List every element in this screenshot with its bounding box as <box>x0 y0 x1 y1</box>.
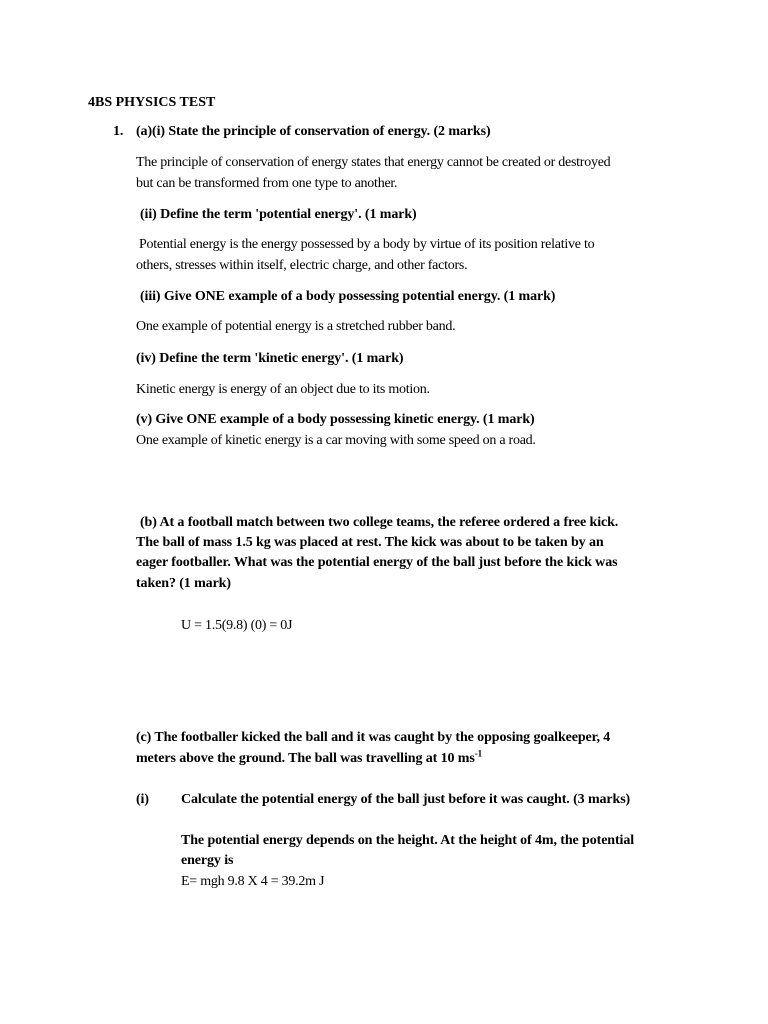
question-1a-v: (v) Give ONE example of a body possessing kinetic energy. (1 mark) <box>136 412 535 427</box>
question-1b-line-2: The ball of mass 1.5 kg was placed at rest. The kick was about to be taken by an <box>136 535 604 550</box>
answer-1a-i-line-1: The principle of conservation of energy states that energy cannot be created or destroyed <box>136 155 611 170</box>
answer-1a-iv: Kinetic energy is energy of an object due to its motion. <box>136 382 430 397</box>
answer-1a-ii-line-2: others, stresses within itself, electric charge, and other factors. <box>136 258 468 273</box>
answer-1c-i-calculation: E= mgh 9.8 X 4 = 39.2m J <box>181 874 325 889</box>
page-title: 4BS PHYSICS TEST <box>88 95 216 110</box>
answer-1a-i-line-2: but can be transformed from one type to another. <box>136 176 398 191</box>
answer-1c-i-line-1: The potential energy depends on the height. At the height of 4m, the potential <box>181 833 635 848</box>
question-1a-i: (a)(i) State the principle of conservation of energy. (2 marks) <box>136 124 491 139</box>
question-1b-line-1: (b) At a football match between two college teams, the referee ordered a free kick. <box>140 515 619 530</box>
answer-1c-i-line-2: energy is <box>181 853 234 868</box>
question-1c-text: meters above the ground. The ball was travelling at 10 ms <box>136 751 475 766</box>
answer-1b: U = 1.5(9.8) (0) = 0J <box>181 618 293 633</box>
answer-1a-iii: One example of potential energy is a stretched rubber band. <box>136 319 456 334</box>
question-1a-iv: (iv) Define the term 'kinetic energy'. (1 mark) <box>136 351 404 366</box>
question-1c-line-2 <box>136 748 482 769</box>
question-number: 1. <box>113 124 124 139</box>
question-1b-line-3: eager footballer. What was the potential energy of the ball just before the kick was <box>136 555 618 570</box>
answer-1a-v: One example of kinetic energy is a car moving with some speed on a road. <box>136 433 536 448</box>
question-1b-line-4: taken? (1 mark) <box>136 576 231 591</box>
question-1c-i: Calculate the potential energy of the ball just before it was caught. (3 marks) <box>181 792 631 807</box>
answer-1a-ii-line-1: Potential energy is the energy possessed by a body by virtue of its position relative to <box>139 237 595 252</box>
question-1a-ii: (ii) Define the term 'potential energy'. (1 mark) <box>140 207 417 222</box>
question-1c-i-label: (i) <box>136 792 149 807</box>
question-1a-iii: (iii) Give ONE example of a body possessing potential energy. (1 mark) <box>140 289 556 304</box>
question-1c-line-1: (c) The footballer kicked the ball and it was caught by the opposing goalkeeper, 4 <box>136 730 611 745</box>
unit-superscript: -1 <box>474 748 483 759</box>
